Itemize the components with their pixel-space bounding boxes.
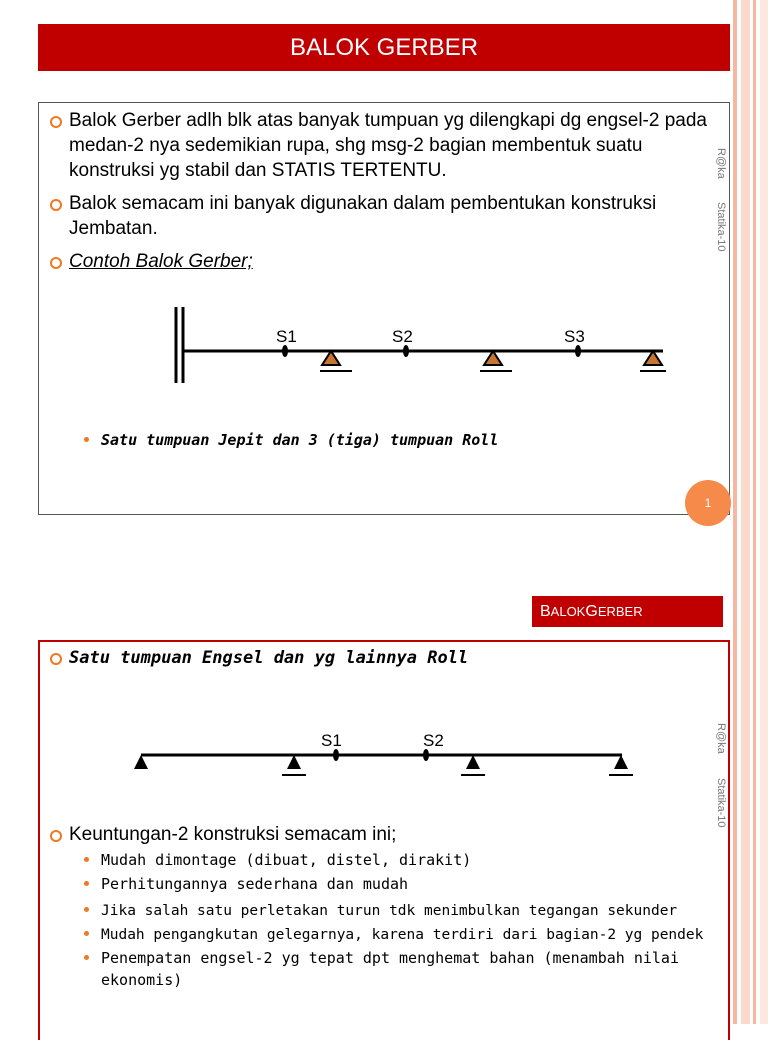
slide2-sub-bullet-4	[101, 923, 703, 946]
sub-bullet-text: Penempatan engsel-2 yg tepat dpt menghemat bahan (menambah nilai ekonomis)	[101, 949, 679, 989]
roller-support-1	[282, 755, 306, 775]
sub-bullet-text: Mudah pengangkutan gelegarnya, karena terdiri dari bagian-2 yg pendek	[101, 927, 704, 943]
sub-bullet-text: Mudah dimontage (dibuat, distel, dirakit)	[101, 851, 472, 869]
hinge-s2	[423, 749, 429, 761]
hinge-s1	[333, 749, 339, 761]
bullet-dot-icon	[84, 857, 89, 862]
slide2-side-course: Statika-10	[715, 778, 727, 828]
label-s2: S2	[392, 327, 413, 346]
bullet-dot-icon	[84, 931, 89, 936]
slide2-side-author: R@ka	[715, 723, 727, 754]
label-s1: S1	[276, 327, 297, 346]
label-s1: S1	[321, 731, 342, 750]
title-letter: B	[540, 602, 551, 620]
bullet-dot-icon	[84, 955, 89, 960]
slide2-sub-bullet-2	[101, 873, 408, 895]
bullet-ring-icon	[50, 830, 62, 842]
slide1-bullet-2-text: Balok semacam ini banyak digunakan dalam pembentukan konstruksi Jembatan.	[69, 193, 657, 239]
hinge-support	[134, 755, 148, 769]
slide2-bullet-2-text: Keuntungan-2 konstruksi semacam ini;	[69, 824, 397, 845]
slide1-title: BALOK GERBER	[38, 24, 730, 71]
title-smallcaps: ALOK	[550, 604, 586, 619]
page-number-badge: 1	[685, 480, 731, 526]
label-s3: S3	[564, 327, 585, 346]
bullet-dot-icon	[84, 907, 89, 912]
sub-bullet-text: Jika salah satu perletakan turun tdk menimbulkan tegangan sekunder	[101, 903, 678, 919]
label-s2: S2	[423, 731, 444, 750]
slide2-bullet-2	[69, 822, 669, 847]
slide1-bullet-3-text: Contoh Balok Gerber;	[69, 251, 253, 272]
slide2-sub-bullet-1	[101, 849, 471, 871]
title-smallcaps: ERBER	[597, 604, 643, 619]
bullet-dot-icon	[84, 881, 89, 886]
roller-support-3	[609, 755, 633, 775]
slide1-sub-bullet-text: Satu tumpuan Jepit dan 3 (tiga) tumpuan Roll	[101, 431, 499, 449]
roller-support-2	[461, 755, 485, 775]
slide1-side-course: Statika-10	[715, 202, 727, 252]
title-letter: G	[585, 602, 598, 620]
slide1-side-author: R@ka	[715, 148, 727, 179]
slide1-bullet-1-text: Balok Gerber adlh blk atas banyak tumpuan yg dilengkapi dg engsel-2 pada medan-2 nya sedemikian rupa, shg msg-2 bagian membentuk suatu konstruksi yg stabil dan STATIS TERTENTU.	[69, 110, 707, 181]
sub-bullet-text: Perhitungannya sederhana dan mudah	[101, 875, 409, 893]
slide2-sub-bullet-3	[101, 899, 677, 922]
slide2-bullet-1-text: Satu tumpuan Engsel dan yg lainnya Roll	[69, 648, 469, 668]
slide2-sub-bullet-5	[101, 947, 691, 991]
